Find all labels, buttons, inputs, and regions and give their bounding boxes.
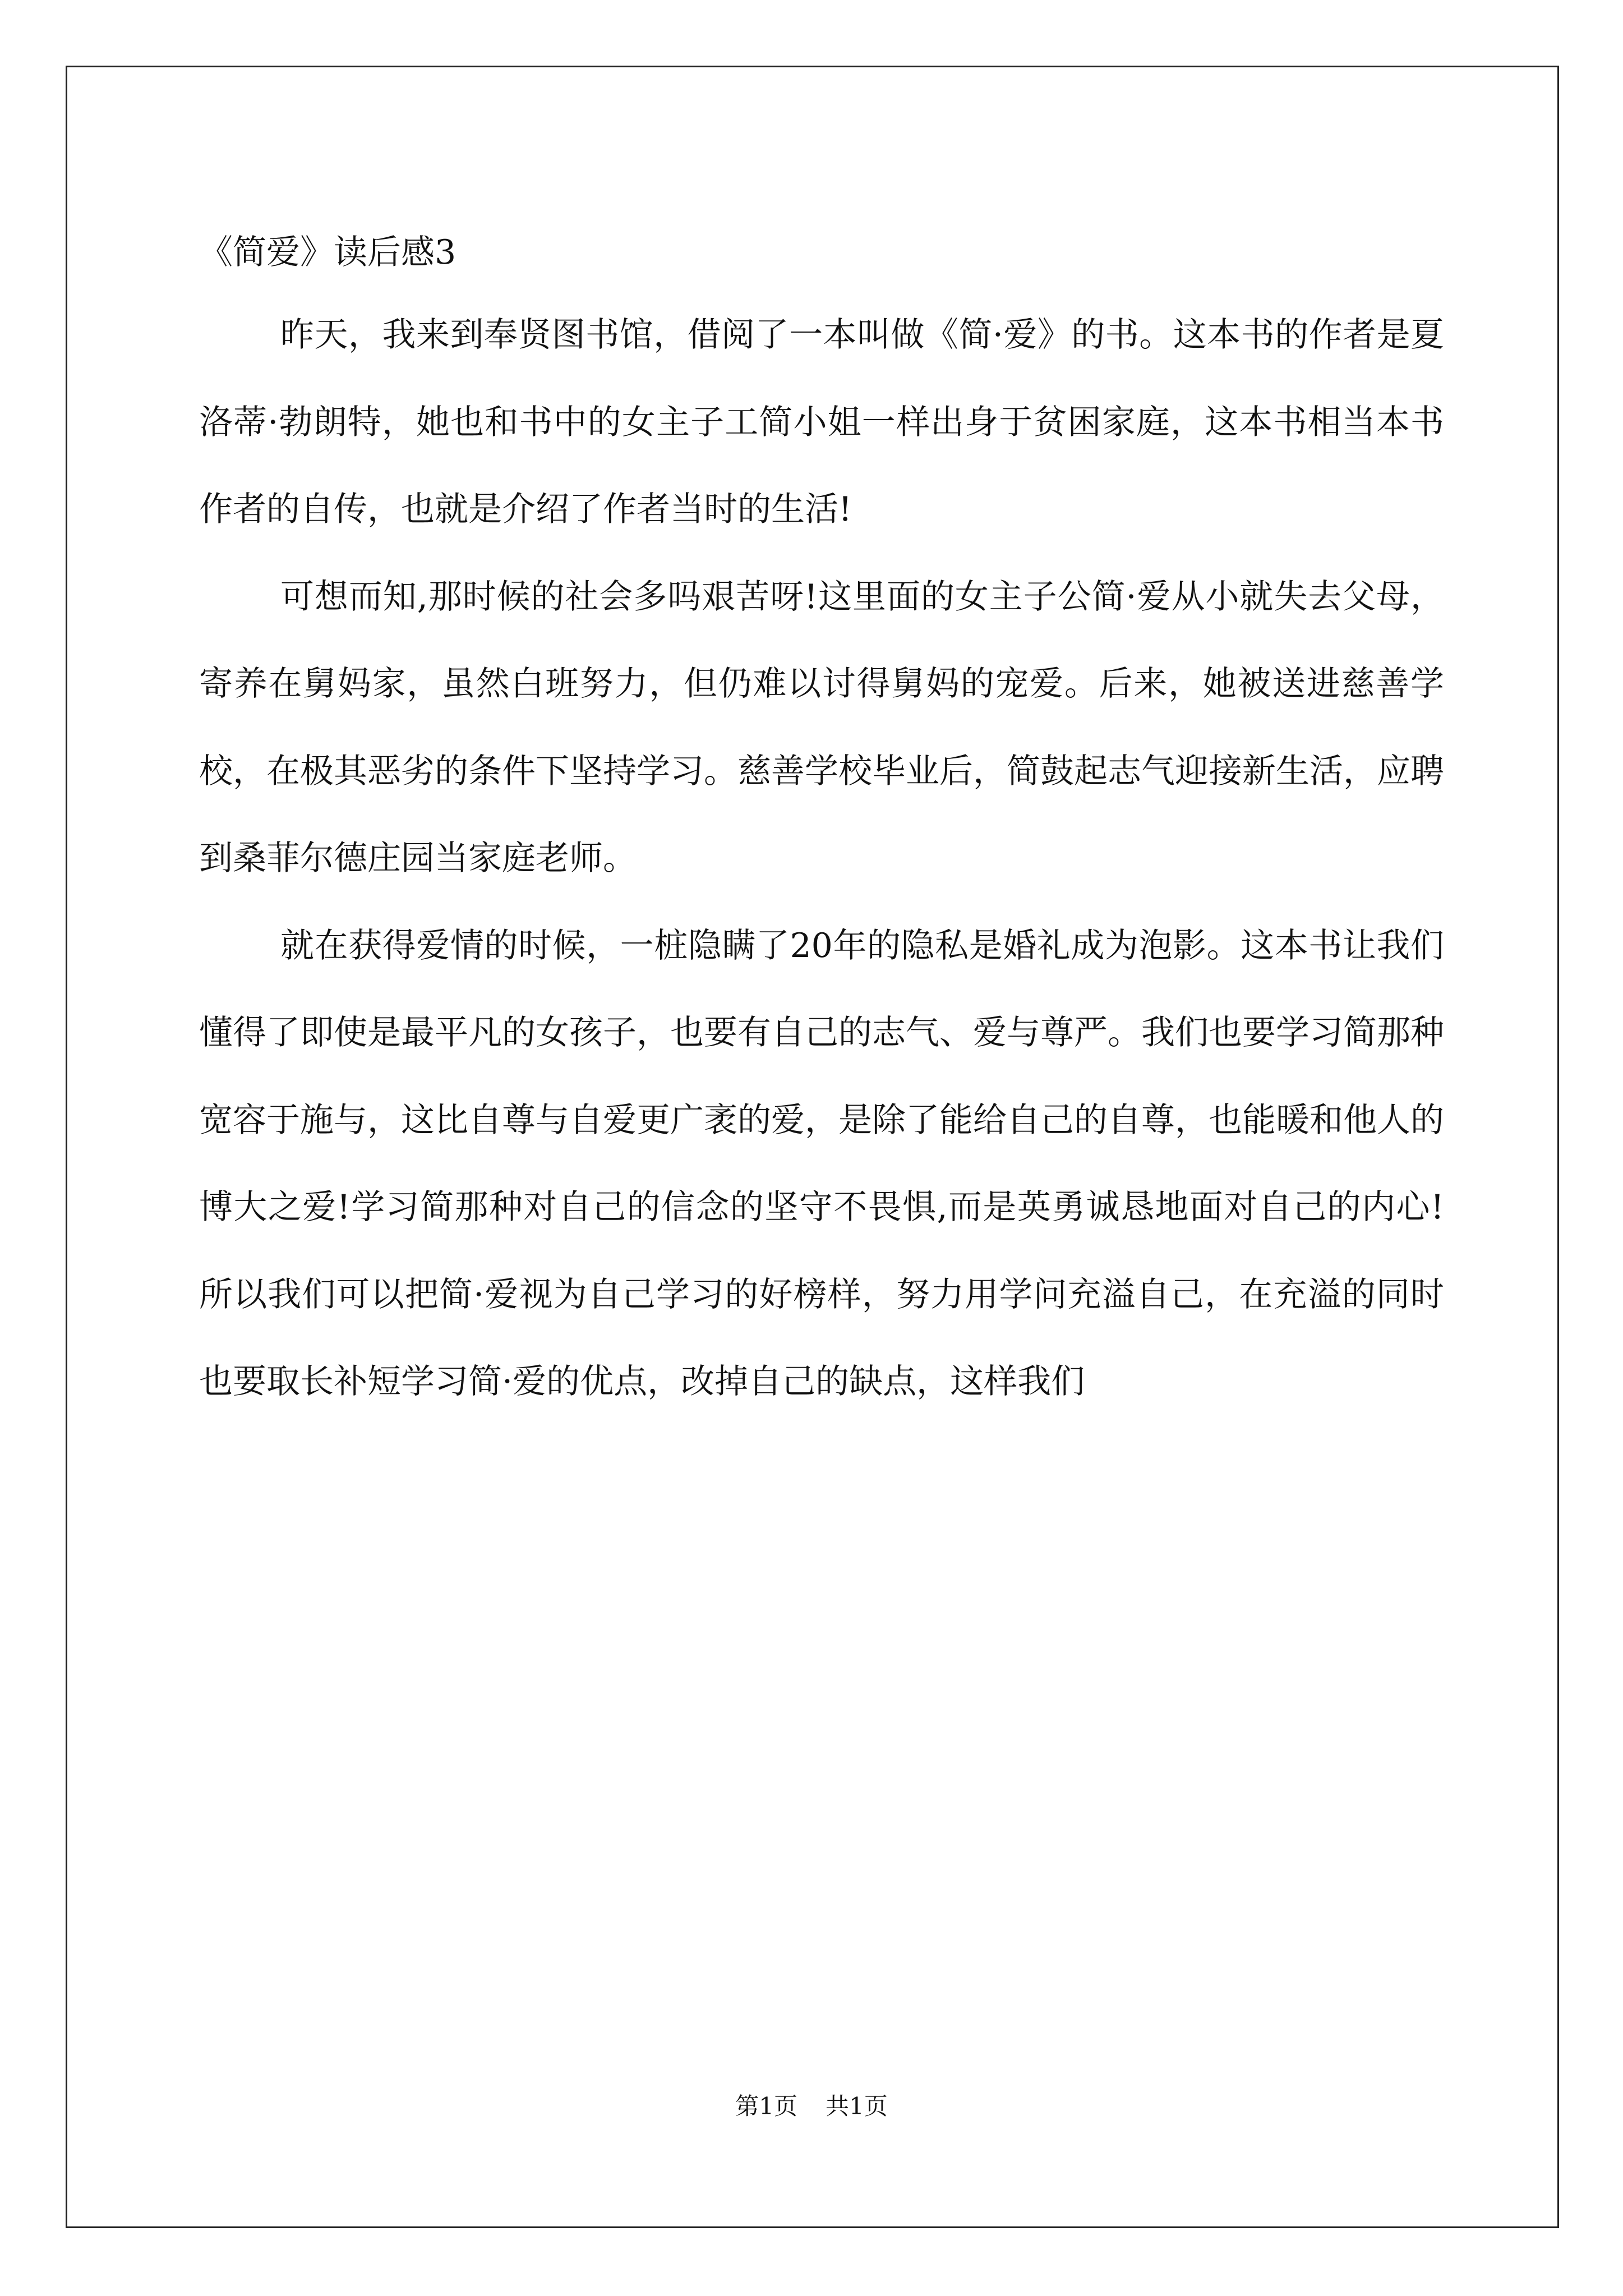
page-footer <box>0 2090 1623 2123</box>
paragraph-2: 可想而知,那时候的社会多吗艰苦呀!这里面的女主子公简·爱从小就失去父母，寄养在舅妈家，虽然白班努力，但仍难以讨得舅妈的宠爱。后来，她被送进慈善学校，在极其恶劣的条件下坚持学习。慈善学校毕业后，简鼓起志气迎接新生活，应聘到桑菲尔德庄园当家庭老师。 <box>199 577 1444 878</box>
document-body <box>199 213 1444 1426</box>
document-title: 《简爱》读后感3 <box>199 233 457 272</box>
page-total: 共1页 <box>826 2092 888 2120</box>
paragraph-3: 就在获得爱情的时候，一桩隐瞒了20年的隐私是婚礼成为泡影。这本书让我们懂得了即使是最平凡的女孩子，也要有自己的志气、爱与尊严。我们也要学习简那种宽容于施与，这比自尊与自爱更广袤的爱，是除了能给自己的自尊，也能暖和他人的博大之爱!学习简那种对自己的信念的坚守不畏惧,而是英勇诚恳地面对自己的内心!所以我们可以把简·爱视为自己学习的好榜样，努力用学问充溢自己，在充溢的同时也要取长补短学习简·爱的优点，改掉自己的缺点，这样我们 <box>199 926 1444 1401</box>
paragraph-1: 昨天，我来到奉贤图书馆，借阅了一本叫做《简·爱》的书。这本书的作者是夏洛蒂·勃朗特，她也和书中的女主子工简小姐一样出身于贫困家庭，这本书相当本书作者的自传，也就是介绍了作者当时的生活! <box>199 315 1444 529</box>
page-number: 第1页 <box>735 2092 797 2120</box>
